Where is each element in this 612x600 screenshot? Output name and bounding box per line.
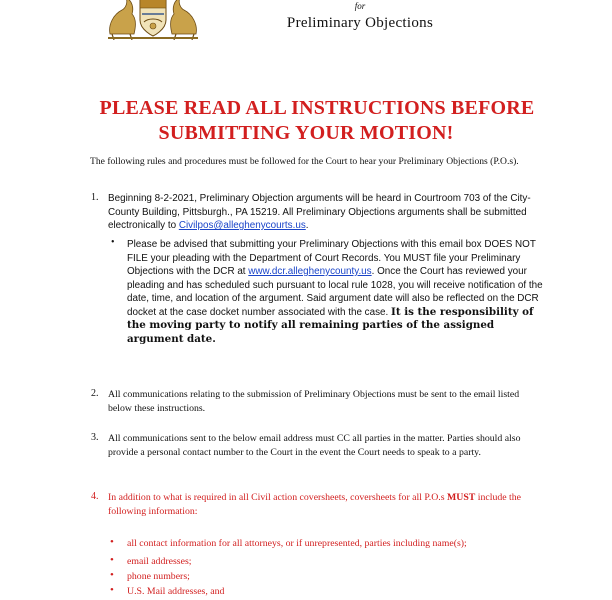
required-info-item-4: U.S. Mail addresses, and: [127, 586, 225, 597]
warning-line-1: PLEASE READ ALL INSTRUCTIONS BEFORE: [99, 97, 535, 119]
warning-line-2: SUBMITTING YOUR MOTION!: [158, 122, 454, 144]
bullet-text-start: Please be advised that submitting your Preliminary Objections with this email box DOES NOT FILE your pleading with the Department of Court Records. You MUST file your Preliminary Objections with the DCR at: [127, 239, 536, 277]
civilpos-email-link[interactable]: Civilpos@alleghenycourts.us: [178, 220, 306, 231]
item-1-text: [108, 192, 548, 233]
bullet-text-middle: . Once the Court has reviewed your pleading and has scheduled such pursuant to local rule 1028, you will receive notification of the date, time, and location of the argument. Said argument date will also be reflected on the DCR docket at the case docket number associated with the case.: [127, 266, 543, 318]
header-for-label: for: [354, 1, 366, 11]
dcr-website-link[interactable]: www.dcr.alleghenycounty.us: [248, 266, 372, 277]
item-4-must: MUST: [447, 492, 476, 503]
bullet-dot-icon: •: [110, 569, 114, 581]
item-1-bullet-text: [127, 238, 545, 346]
item-4-text: [108, 491, 538, 519]
required-info-item-2: email addresses;: [127, 556, 192, 567]
bullet-bold-responsibility: It is the responsibility of the moving party to notify all remaining parties of the assigned argument date.: [127, 305, 534, 345]
item-number-4: 4.: [91, 491, 99, 502]
item-2-text: All communications relating to the submission of Preliminary Objections must be sent to the email listed below these instructions.: [108, 389, 520, 414]
required-info-item-3: phone numbers;: [127, 571, 190, 582]
item-1-text-start: Beginning 8-2-2021, Preliminary Objection arguments will be heard in Courtroom 703 of the City- County Building, Pittsburgh., PA 15219. All Preliminary Objections arguments shall be submitted electronically to: [108, 193, 531, 231]
bullet-dot-icon: •: [110, 536, 114, 548]
item-number-2: 2.: [91, 388, 99, 399]
bullet-dot-icon: •: [110, 554, 114, 566]
bullet-dot-icon: •: [110, 584, 114, 596]
item-1-text-end: .: [305, 220, 309, 231]
bullet-dot-icon: •: [111, 237, 115, 248]
required-info-item-1: all contact information for all attorneys, or if unrepresented, parties including name(s);: [127, 538, 467, 549]
item-number-3: 3.: [91, 432, 99, 443]
item-4-text-end: include the following information:: [108, 492, 522, 517]
item-number-1: 1.: [91, 192, 99, 203]
intro-paragraph: The following rules and procedures must be followed for the Court to hear your Preliminary Objections (P.O.s).: [90, 156, 519, 167]
document-title: Preliminary Objections: [286, 15, 434, 31]
item-3-text: All communications sent to the below email address must CC all parties in the matter. Parties should also provide a personal contact number to the Court in the event the Court needs to speak to a party.: [108, 433, 521, 458]
item-4-text-start: In addition to what is required in all Civil action coversheets, coversheets for all P.O.s: [108, 492, 448, 503]
